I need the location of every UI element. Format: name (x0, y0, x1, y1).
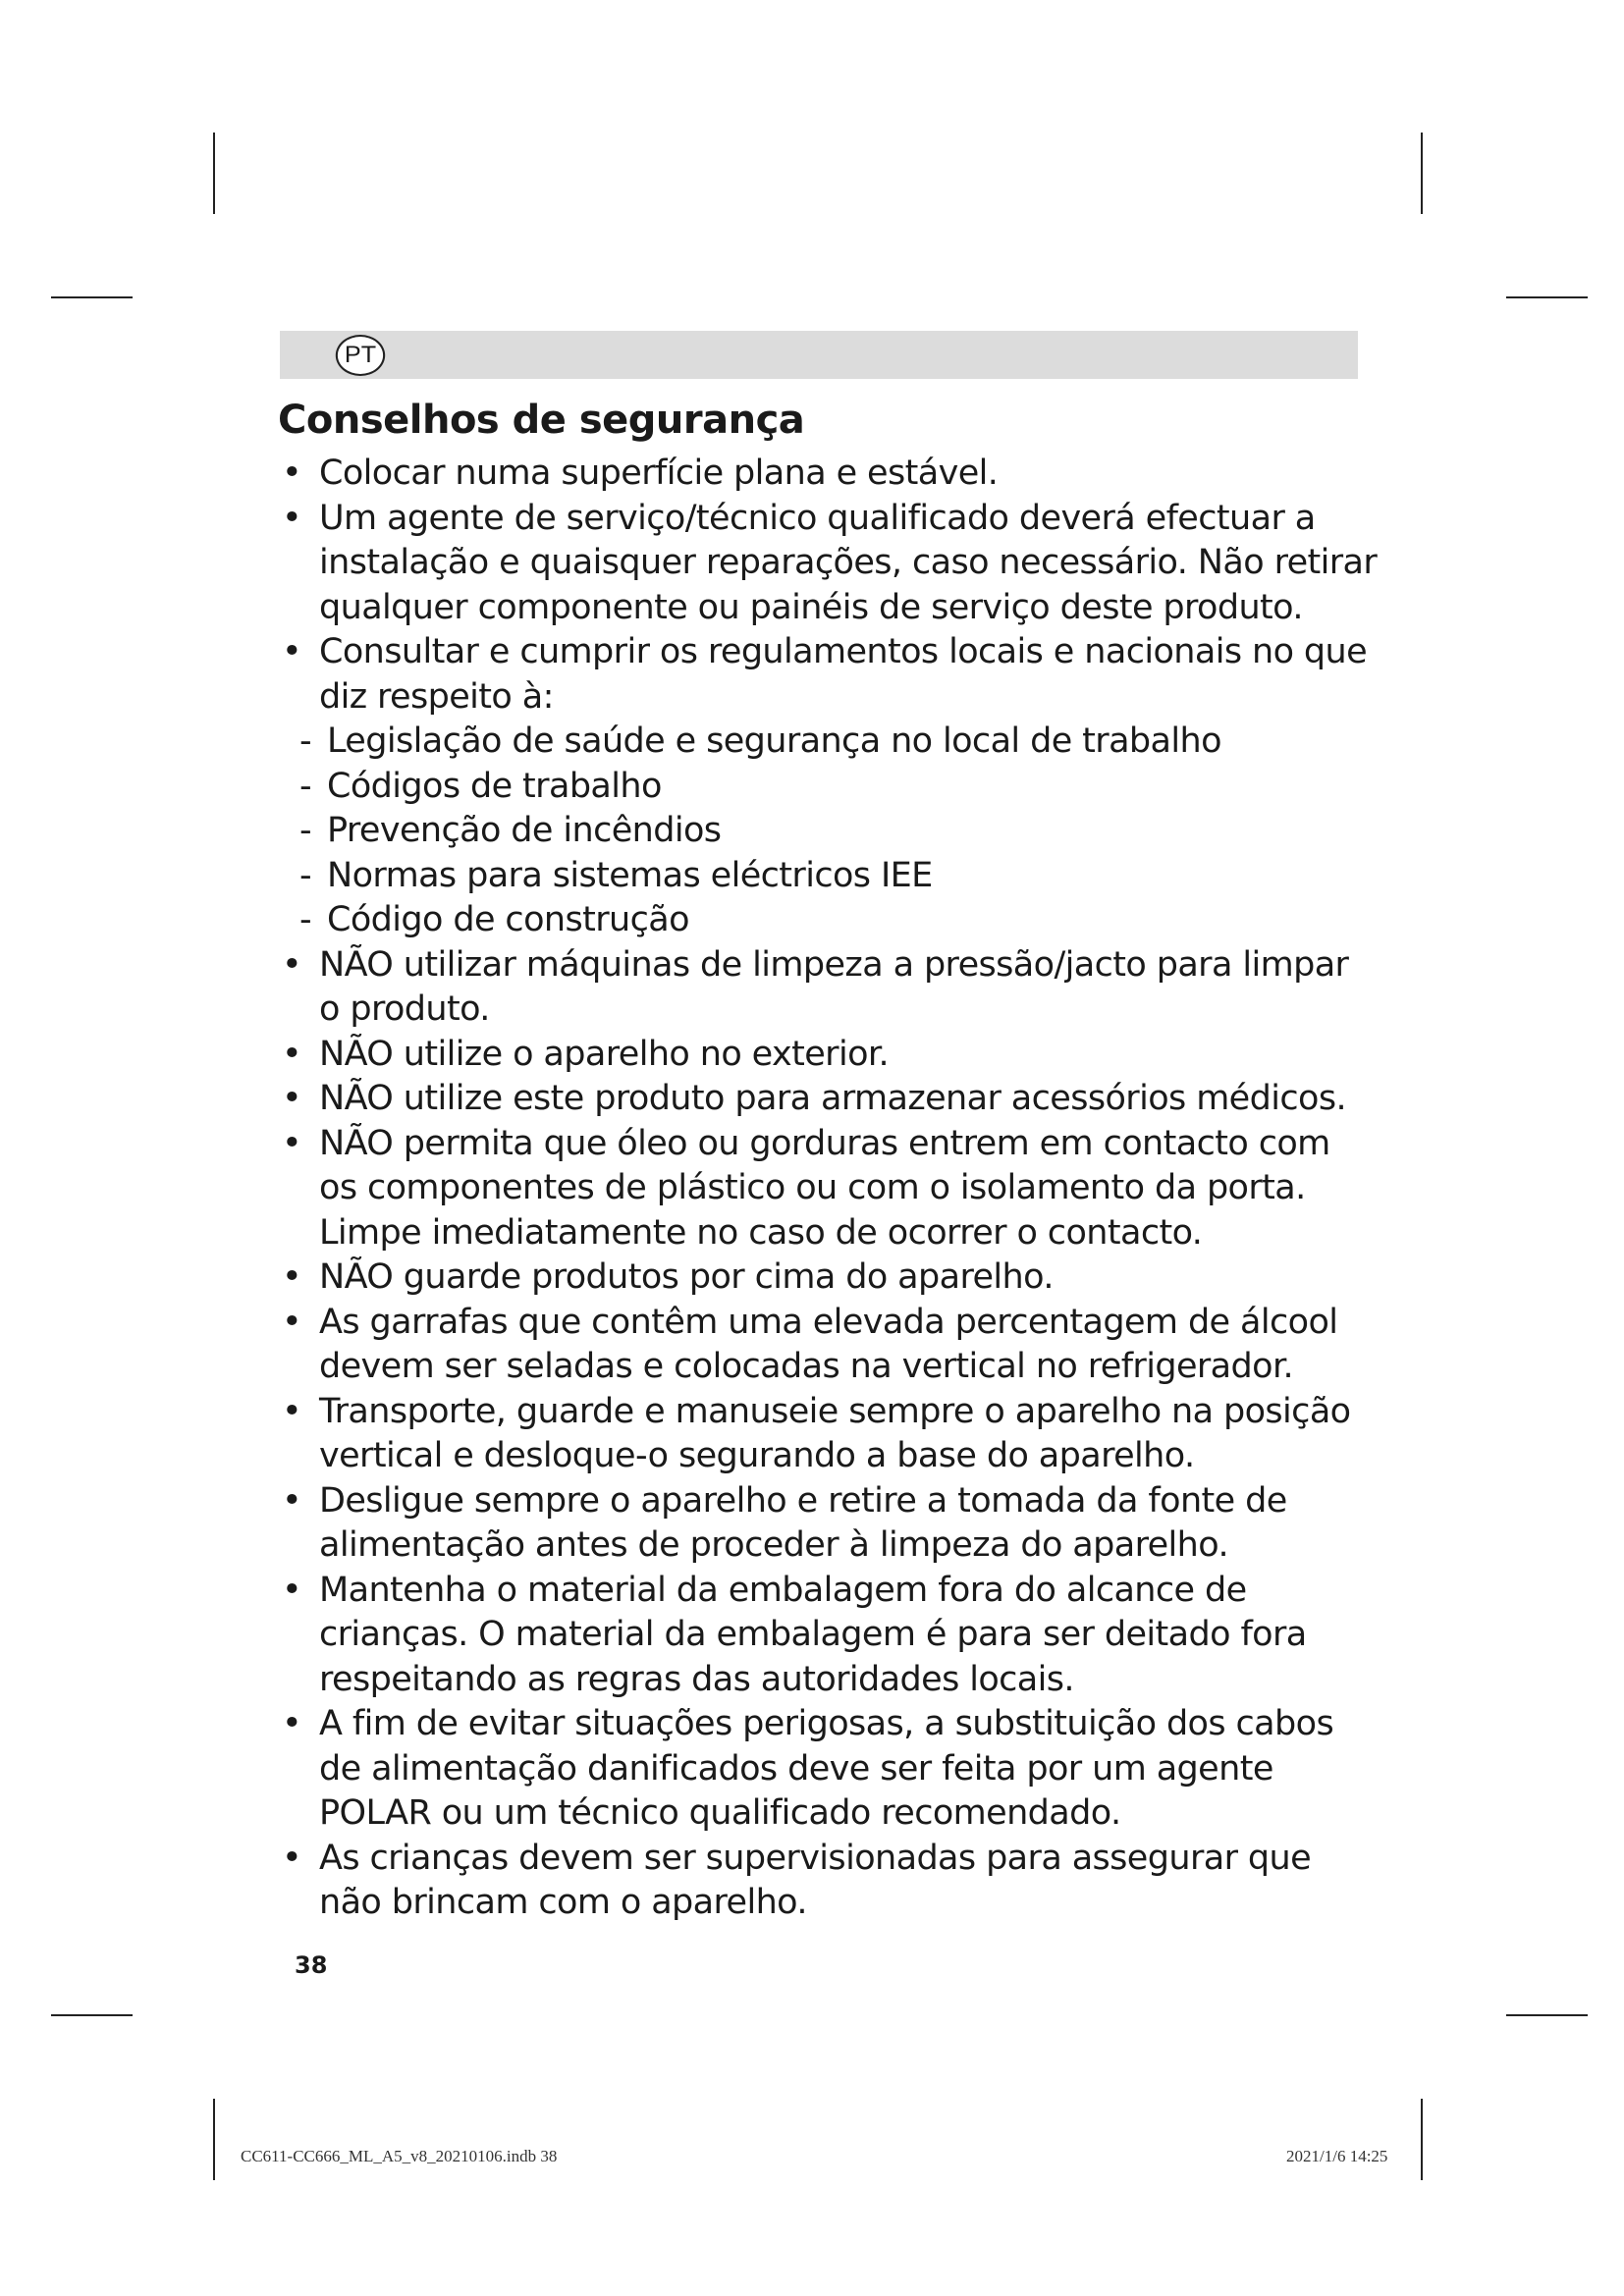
item-text-line: NÃO utilizar máquinas de limpeza a pressão/jacto para limpar (319, 944, 1349, 985)
item-text-line: os componentes de plástico ou com o isolamento da porta. (319, 1168, 1306, 1207)
bullet-icon: • (282, 1034, 302, 1074)
item-text-line: POLAR ou um técnico qualificado recomendado. (319, 1793, 1121, 1833)
sub-item (278, 809, 1378, 854)
item-text-line: NÃO guarde produtos por cima do aparelho. (319, 1257, 1054, 1297)
bullet-icon: • (282, 1391, 302, 1431)
bullet-item (278, 1390, 1378, 1479)
bullet-icon: • (282, 1257, 302, 1297)
crop-mark (1421, 2099, 1423, 2180)
item-text-line: Colocar numa superfície plana e estável. (319, 454, 999, 493)
item-text-line: Limpe imediatamente no caso de ocorrer o contacto. (319, 1212, 1203, 1253)
bullet-item (278, 943, 1378, 1033)
item-text-line: alimentação antes de proceder à limpeza do aparelho. (319, 1525, 1228, 1565)
language-header-bar (280, 331, 1358, 379)
bullet-icon: • (282, 1123, 302, 1163)
crop-mark (213, 133, 215, 214)
dash-icon: - (299, 811, 312, 850)
sub-item (278, 854, 1378, 899)
bullet-item (278, 1077, 1378, 1122)
bullet-icon: • (282, 1570, 302, 1610)
crop-mark (1421, 133, 1423, 214)
item-text-line: Desligue sempre o aparelho e retire a tomada da fonte de (319, 1480, 1287, 1521)
item-text-line: As crianças devem ser supervisionadas para assegurar que (319, 1838, 1312, 1878)
bullet-icon: • (282, 1704, 302, 1743)
item-text-line: Transporte, guarde e manuseie sempre o aparelho na posição (319, 1391, 1351, 1431)
item-text-line: Prevenção de incêndios (327, 811, 722, 850)
crop-mark (51, 296, 133, 298)
item-text-line: NÃO utilize o aparelho no exterior. (319, 1034, 889, 1074)
item-text-line: não brincam com o aparelho. (319, 1883, 807, 1922)
language-badge: PT (336, 335, 385, 376)
bullet-item (278, 1033, 1378, 1078)
footer-file: CC611-CC666_ML_A5_v8_20210106.indb 38 (241, 2147, 558, 2165)
item-text-line: devem ser seladas e colocadas na vertical no refrigerador. (319, 1347, 1294, 1386)
item-text-line: A fim de evitar situações perigosas, a substituição dos cabos (319, 1704, 1334, 1743)
item-text-line: respeitando as regras das autoridades locais. (319, 1659, 1074, 1699)
item-text-line: NÃO permita que óleo ou gorduras entrem em contacto com (319, 1123, 1330, 1163)
safety-list (278, 452, 1378, 1926)
bullet-item (278, 1837, 1378, 1926)
sub-item (278, 720, 1378, 765)
bullet-item (278, 630, 1378, 720)
item-text-line: diz respeito à: (319, 676, 554, 717)
bullet-icon: • (282, 1079, 302, 1118)
item-text-line: o produto. (319, 989, 490, 1029)
dash-icon: - (299, 766, 312, 806)
crop-mark (213, 2099, 215, 2180)
dash-icon: - (299, 721, 312, 761)
item-text-line: vertical e desloque-o segurando a base do aparelho. (319, 1436, 1195, 1475)
dash-icon: - (299, 855, 312, 895)
bullet-item (278, 1479, 1378, 1569)
item-text-line: Normas para sistemas eléctricos IEE (327, 855, 933, 895)
bullet-item (278, 452, 1378, 497)
item-text-line: crianças. O material da embalagem é para ser deitado fora (319, 1615, 1307, 1654)
item-text-line: de alimentação danificados deve ser feita por um agente (319, 1748, 1273, 1789)
item-text-line: Consultar e cumprir os regulamentos locais e nacionais no que (319, 632, 1368, 671)
item-text-line: Mantenha o material da embalagem fora do alcance de (319, 1570, 1247, 1610)
page-number: 38 (295, 1951, 328, 1979)
item-text-line: qualquer componente ou painéis de serviço deste produto. (319, 587, 1303, 627)
bullet-icon: • (282, 498, 302, 538)
sub-item (278, 898, 1378, 943)
bullet-item (278, 1122, 1378, 1256)
footer-timestamp: 2021/1/6 14:25 (1286, 2147, 1388, 2165)
bullet-icon: • (282, 1838, 302, 1878)
bullet-item (278, 1255, 1378, 1301)
bullet-icon: • (282, 1302, 302, 1342)
bullet-item (278, 1301, 1378, 1390)
bullet-item (278, 497, 1378, 631)
crop-mark (1506, 296, 1588, 298)
sub-item (278, 765, 1378, 810)
bullet-icon: • (282, 632, 302, 671)
bullet-icon: • (282, 454, 302, 493)
bullet-item (278, 1569, 1378, 1703)
item-text-line: instalação e quaisquer reparações, caso necessário. Não retirar (319, 543, 1378, 582)
item-text-line: Legislação de saúde e segurança no local de trabalho (327, 721, 1221, 761)
page-title: Conselhos de segurança (278, 398, 805, 443)
item-text-line: As garrafas que contêm uma elevada percentagem de álcool (319, 1302, 1338, 1342)
item-text-line: Código de construção (327, 900, 689, 939)
crop-mark (1506, 2014, 1588, 2016)
item-text-line: NÃO utilize este produto para armazenar acessórios médicos. (319, 1079, 1346, 1118)
bullet-icon: • (282, 1480, 302, 1521)
dash-icon: - (299, 900, 312, 939)
bullet-icon: • (282, 944, 302, 985)
item-text-line: Códigos de trabalho (327, 766, 662, 806)
crop-mark (51, 2014, 133, 2016)
bullet-item (278, 1702, 1378, 1837)
item-text-line: Um agente de serviço/técnico qualificado deverá efectuar a (319, 498, 1316, 538)
